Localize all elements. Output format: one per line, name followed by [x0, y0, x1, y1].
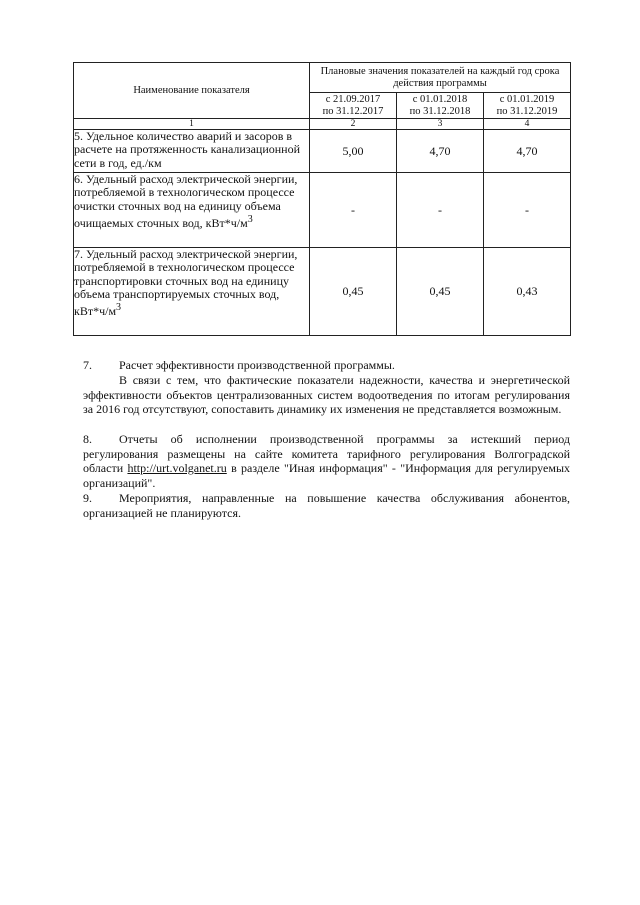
indicator-value: 0,45 — [397, 248, 484, 336]
header-indicator-name: Наименование показателя — [74, 63, 310, 119]
section-text: Мероприятия, направленные на повышение качества обслуживания абонентов, организацией не планируются. — [83, 491, 570, 520]
indicator-value: 0,43 — [484, 248, 571, 336]
period-from: с 01.01.2018 — [412, 93, 468, 105]
table-row — [74, 248, 571, 336]
section-8 — [83, 432, 570, 490]
table-row — [74, 130, 571, 173]
column-number-row — [74, 119, 571, 130]
period-2018 — [397, 93, 484, 119]
section-number: 7. — [83, 358, 92, 372]
website-link[interactable]: http://urt.volganet.ru — [127, 461, 227, 475]
indicator-name — [74, 173, 310, 248]
section-title: Расчет эффективности производственной программы. — [119, 358, 395, 372]
section-text: в разделе "Иная информация" - "Информация для регулируемых организаций". — [83, 461, 571, 490]
column-number: 3 — [397, 119, 484, 130]
section-number: 9. — [83, 491, 92, 505]
section-9 — [83, 491, 570, 520]
indicator-value: 0,45 — [310, 248, 397, 336]
indicator-value: - — [484, 173, 571, 248]
column-number: 2 — [310, 119, 397, 130]
column-number: 4 — [484, 119, 571, 130]
period-from: с 21.09.2017 — [325, 93, 381, 105]
indicator-name-text: 6. Удельный расход электрической энергии, потребляемой в технологическом процессе очистки сточных вод на единицу объема очищаемых сточных вод, кВт*ч/м — [74, 172, 298, 230]
section-7-title — [83, 358, 570, 373]
indicator-value: 4,70 — [484, 130, 571, 173]
period-2019 — [484, 93, 571, 119]
header-plan-values: Плановые значения показателей на каждый год срока действия программы — [310, 63, 571, 93]
indicators-table — [73, 62, 571, 336]
period-to: по 31.12.2018 — [409, 105, 471, 117]
indicator-value: - — [397, 173, 484, 248]
column-number: 1 — [74, 119, 310, 130]
indicator-name: 5. Удельное количество аварий и засоров в расчете на протяженность канализационной сети в год, ед./км — [74, 130, 310, 173]
section-text: В связи с тем, что фактические показатели надежности, качества и энергетической эффективности объектов централизованных систем водоотведения по итогам регулирования за 2016 год отсутствуют, сопоставить динамику их изменения не представляется возможным. — [83, 373, 570, 416]
indicator-name — [74, 248, 310, 336]
indicator-value: - — [310, 173, 397, 248]
indicator-name-text: 7. Удельный расход электрической энергии, потребляемой в технологическом процессе транспортировки сточных вод на единицу объема транспортируемых сточных вод, кВт*ч/м — [74, 247, 298, 319]
indicator-value: 5,00 — [310, 130, 397, 173]
unit-superscript: 3 — [247, 213, 253, 225]
period-to: по 31.12.2017 — [322, 105, 384, 117]
section-7-body — [83, 373, 570, 417]
indicator-value: 4,70 — [397, 130, 484, 173]
section-text: Отчеты об исполнении производственной программы за истекший период регулирования размещены на сайте комитета тарифного регулирования Волгоградской области — [83, 432, 570, 475]
section-number: 8. — [83, 432, 92, 446]
unit-superscript: 3 — [116, 302, 122, 314]
period-to: по 31.12.2019 — [496, 105, 558, 117]
period-from: с 01.01.2019 — [499, 93, 555, 105]
period-2017 — [310, 93, 397, 119]
table-header-row — [74, 63, 571, 93]
table-row — [74, 173, 571, 248]
